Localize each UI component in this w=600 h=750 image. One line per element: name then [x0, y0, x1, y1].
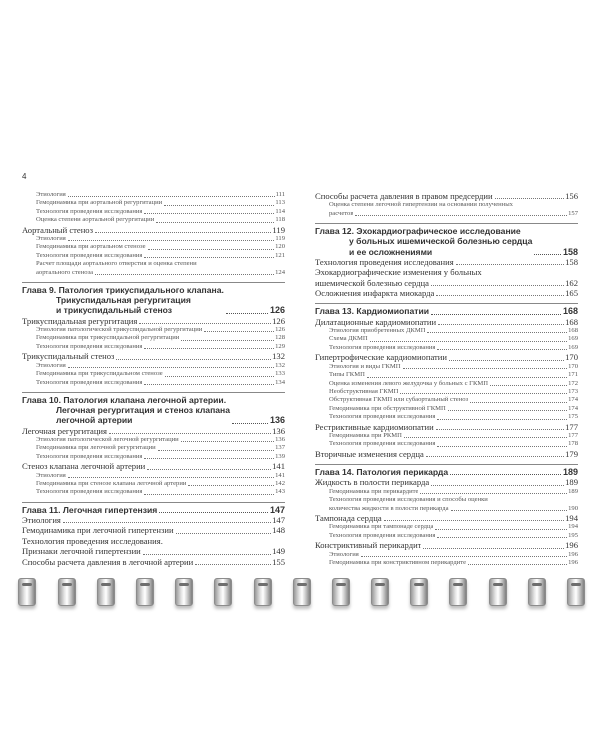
entry-page-number: 128 — [275, 334, 285, 342]
toc-section-entry[interactable] — [315, 513, 578, 523]
dot-leader — [204, 331, 274, 332]
toc-section-entry[interactable] — [315, 191, 578, 201]
dot-leader — [156, 222, 274, 223]
dot-leader — [436, 295, 564, 296]
toc-subsection-entry[interactable] — [315, 388, 578, 396]
chapter-title-line: и ее осложнениями — [349, 246, 433, 257]
dot-leader — [139, 323, 271, 324]
binding-ring — [97, 578, 115, 606]
dot-leader — [144, 384, 274, 385]
dot-leader — [426, 456, 564, 457]
toc-subsection-entry[interactable] — [22, 216, 285, 224]
chapter-heading[interactable] — [22, 282, 285, 316]
dot-leader — [144, 348, 274, 349]
dot-leader — [534, 254, 561, 255]
entry-title: Этиология — [36, 235, 66, 243]
entry-title: Способы расчета давления в легочной артерии — [22, 556, 194, 567]
toc-subsection-entry[interactable] — [315, 210, 578, 218]
entry-title: ишемической болезнью сердца — [315, 277, 429, 288]
entry-title: Тампонада сердца — [315, 512, 382, 523]
toc-subsection-entry[interactable] — [22, 444, 285, 452]
entry-page-number: 174 — [568, 396, 578, 404]
entry-page-number: 141 — [275, 471, 285, 479]
toc-section-entry[interactable] — [315, 352, 578, 362]
toc-section-entry[interactable] — [315, 278, 578, 288]
toc-subsection-entry[interactable] — [315, 335, 578, 343]
toc-section-entry[interactable] — [22, 461, 285, 471]
toc-section-entry[interactable] — [315, 422, 578, 432]
entry-title: Гемодинамика при констриктивном перикардите — [329, 559, 467, 567]
toc-subsection-entry[interactable] — [22, 488, 285, 496]
entry-page-number: 120 — [275, 243, 285, 251]
entry-page-number: 156 — [565, 191, 578, 201]
entry-title: Гемодинамика при тампонаде сердца — [329, 523, 434, 531]
toc-subsection-entry[interactable] — [315, 371, 578, 379]
entry-title: Признаки легочной гипертензии — [22, 546, 141, 557]
toc-subsection-entry[interactable] — [22, 334, 285, 342]
dot-leader — [449, 360, 564, 361]
chapter-title-line: Трикуспидальная регургитация — [56, 295, 191, 306]
chapter-heading[interactable] — [315, 303, 578, 316]
toc-subsection-entry[interactable] — [315, 488, 578, 496]
entry-title: Технология проведения исследования — [36, 342, 143, 350]
dot-leader — [68, 240, 275, 241]
toc-section-entry[interactable] — [22, 546, 285, 556]
entry-title: Гемодинамика при легочной гипертензии — [22, 525, 174, 536]
binding-ring — [528, 578, 546, 606]
entry-title: количества жидкости в полости перикарда — [329, 504, 449, 512]
entry-title: Вторичные изменения сердца — [315, 448, 424, 459]
entry-page-number: 111 — [275, 191, 285, 198]
entry-page-number: 168 — [565, 316, 578, 327]
toc-section-entry[interactable] — [315, 257, 578, 267]
entry-title: Оценка изменения левого желудочка у больных с ГКМП — [329, 379, 488, 387]
chapter-heading[interactable] — [22, 392, 285, 426]
toc-section-entry[interactable] — [315, 267, 578, 277]
dot-leader — [232, 423, 268, 424]
entry-title: Жидкость в полости перикарда — [315, 477, 430, 488]
entry-page-number: 174 — [568, 404, 578, 412]
entry-page-number: 162 — [565, 277, 578, 288]
entry-page-number: 121 — [275, 251, 285, 259]
entry-page-number: 124 — [275, 268, 285, 276]
chapter-title-line: Легочная регургитация и стеноз клапана — [56, 405, 231, 416]
entry-title: Этиология — [36, 191, 66, 198]
toc-section-entry[interactable] — [315, 317, 578, 327]
toc-subsection-entry[interactable] — [22, 243, 285, 251]
entry-page-number: 177 — [568, 431, 578, 439]
entry-title: Этиология — [329, 550, 359, 558]
dot-leader — [144, 257, 274, 258]
entry-page-number: 178 — [568, 440, 578, 448]
dot-leader — [450, 474, 561, 475]
entry-page-number: 168 — [568, 327, 578, 335]
toc-section-entry[interactable] — [315, 540, 578, 550]
entry-page-number: 196 — [568, 550, 578, 558]
binding-ring — [254, 578, 272, 606]
entry-page-number: 172 — [568, 379, 578, 387]
entry-title: Аортальный стеноз — [22, 224, 94, 235]
entry-title: Трикуспидальный стеноз — [22, 351, 115, 362]
chapter-page-number: 126 — [269, 305, 285, 316]
entry-title: Гемодинамика при аортальной регургитации — [36, 199, 163, 207]
dot-leader — [144, 213, 274, 214]
entry-page-number: 118 — [275, 216, 285, 224]
toc-subsection-entry[interactable] — [22, 370, 285, 378]
dot-leader — [423, 548, 564, 549]
entry-title: аортального стеноза — [36, 268, 94, 276]
entry-title: Этиология приобретенных ДКМП — [329, 327, 426, 335]
entry-page-number: 134 — [275, 378, 285, 386]
binding-ring — [449, 578, 467, 606]
entry-page-number: 190 — [568, 504, 578, 512]
entry-title: Оценка степени легочной гипертензии на основании полученных — [329, 201, 513, 209]
entry-page-number: 165 — [565, 288, 578, 299]
dot-leader — [456, 264, 564, 265]
dot-leader — [438, 324, 564, 325]
dot-leader — [159, 512, 268, 513]
binding-ring — [410, 578, 428, 606]
dot-leader — [144, 458, 274, 459]
dot-leader — [68, 196, 275, 197]
entry-page-number: 179 — [565, 448, 578, 459]
page-number: 4 — [22, 172, 27, 181]
entry-title: Технология проведения исследования — [329, 343, 436, 351]
toc-right-column — [315, 191, 578, 567]
toc-subsection-entry[interactable] — [22, 269, 285, 277]
entry-page-number: 136 — [272, 425, 285, 436]
entry-title: Технология проведения исследования — [36, 251, 143, 259]
entry-title: Рестриктивные кардиомиопатии — [315, 421, 434, 432]
dot-leader — [164, 205, 274, 206]
binding-ring — [371, 578, 389, 606]
entry-title: Этиология — [36, 471, 66, 479]
toc-left-column — [22, 191, 285, 567]
entry-page-number: 149 — [272, 546, 285, 557]
entry-page-number: 175 — [568, 413, 578, 421]
dot-leader — [431, 314, 561, 315]
binding-ring — [18, 578, 36, 606]
toc-section-entry[interactable] — [22, 351, 285, 361]
toc-section-entry[interactable] — [22, 426, 285, 436]
dot-leader — [404, 437, 567, 438]
toc-section-entry[interactable] — [22, 515, 285, 525]
toc-subsection-entry[interactable] — [22, 480, 285, 488]
entry-title: Технология проведения исследования — [329, 413, 436, 421]
entry-page-number: 133 — [275, 370, 285, 378]
entry-page-number: 143 — [275, 488, 285, 496]
entry-title: Гемодинамика при РКМП — [329, 431, 402, 439]
entry-page-number: 194 — [568, 523, 578, 531]
toc-subsection-entry[interactable] — [315, 344, 578, 352]
dot-leader — [176, 533, 271, 534]
entry-page-number: 196 — [565, 540, 578, 551]
toc-section-entry[interactable] — [22, 225, 285, 235]
chapter-page-number: 189 — [562, 467, 578, 478]
dot-leader — [181, 441, 274, 442]
dot-leader — [95, 274, 274, 275]
entry-title: Этиология — [36, 361, 66, 369]
dot-leader — [367, 377, 567, 378]
toc-subsection-entry[interactable] — [315, 201, 578, 209]
toc-subsection-entry[interactable] — [22, 191, 285, 199]
entry-title: Констриктивный перикардит — [315, 540, 422, 551]
binding-ring — [58, 578, 76, 606]
dot-leader — [158, 450, 274, 451]
binding-ring — [567, 578, 585, 606]
chapter-page-number: 168 — [562, 306, 578, 317]
entry-title: Гипертрофические кардиомиопатии — [315, 352, 447, 363]
entry-title: Этиология — [22, 514, 61, 525]
entry-page-number: 189 — [565, 477, 578, 488]
entry-page-number: 155 — [272, 556, 285, 567]
entry-title: Технология проведения исследования — [329, 440, 436, 448]
entry-page-number: 113 — [275, 199, 285, 207]
entry-page-number: 157 — [568, 209, 578, 217]
entry-title: расчетов — [329, 209, 354, 217]
entry-title: Гемодинамика при стенозе клапана легочной артерии — [36, 479, 187, 487]
binding-ring — [489, 578, 507, 606]
entry-page-number: 147 — [272, 514, 285, 525]
toc-section-entry[interactable] — [22, 525, 285, 535]
dot-leader — [495, 198, 565, 199]
toc-subsection-entry[interactable] — [315, 532, 578, 540]
entry-title: Обструктивная ГКМП или субаортальный стеноз — [329, 396, 469, 404]
toc-subsection-entry[interactable] — [315, 380, 578, 388]
toc-section-entry[interactable] — [315, 477, 578, 487]
entry-title: Технология проведения исследования — [36, 378, 143, 386]
toc-subsection-entry[interactable] — [315, 523, 578, 531]
entry-page-number: 196 — [568, 559, 578, 567]
entry-page-number: 137 — [275, 444, 285, 452]
dot-leader — [427, 332, 567, 333]
entry-page-number: 119 — [272, 224, 285, 235]
dot-leader — [384, 520, 564, 521]
toc-subsection-entry[interactable] — [22, 362, 285, 370]
entry-title: Стеноз клапана легочной артерии — [22, 461, 146, 472]
dot-leader — [431, 485, 564, 486]
toc-subsection-entry[interactable] — [315, 363, 578, 371]
dot-leader — [95, 232, 271, 233]
entry-page-number: 158 — [565, 256, 578, 267]
entry-page-number: 129 — [275, 342, 285, 350]
toc-subsection-entry[interactable] — [315, 413, 578, 421]
toc-subsection-entry[interactable] — [315, 440, 578, 448]
chapter-title-line: Глава 10. Патология клапана легочной артерии. — [22, 394, 227, 405]
entry-page-number: 173 — [568, 387, 578, 395]
entry-page-number: 195 — [568, 531, 578, 539]
entry-title: Гемодинамика при перикардите — [329, 487, 419, 495]
entry-title: Технология проведения исследования — [329, 531, 436, 539]
dot-leader — [437, 419, 567, 420]
dot-leader — [448, 410, 567, 411]
chapter-title-line: Глава 14. Патология перикарда — [315, 467, 449, 478]
toc-subsection-entry[interactable] — [315, 505, 578, 513]
chapter-title-line: и трикуспидальный стеноз — [56, 305, 173, 316]
toc-subsection-entry[interactable] — [22, 260, 285, 268]
dot-leader — [437, 537, 567, 538]
dot-leader — [165, 376, 274, 377]
dot-leader — [436, 429, 564, 430]
entry-title: Способы расчета давления в правом предсердии — [315, 191, 493, 201]
dot-leader — [451, 510, 568, 511]
chapter-title-line: Глава 13. Кардиомиопатии — [315, 306, 430, 317]
binding-ring — [136, 578, 154, 606]
dot-leader — [403, 368, 568, 369]
chapter-title-line: Глава 12. Эхокардиографическое исследование — [315, 226, 521, 237]
spiral-binding — [0, 568, 600, 618]
entry-title: Дилатационные кардиомиопатии — [315, 316, 437, 327]
dot-leader — [400, 393, 567, 394]
entry-page-number: 142 — [275, 479, 285, 487]
toc-subsection-entry[interactable] — [315, 432, 578, 440]
toc-subsection-entry[interactable] — [22, 436, 285, 444]
dot-leader — [116, 359, 271, 360]
toc-section-entry[interactable] — [22, 536, 285, 546]
dot-leader — [68, 477, 274, 478]
chapter-page-number: 147 — [269, 504, 285, 515]
toc-subsection-entry[interactable] — [315, 396, 578, 404]
entry-title: Гемодинамика при аортальном стенозе — [36, 243, 146, 251]
toc-subsection-entry[interactable] — [315, 405, 578, 413]
dot-leader — [361, 556, 567, 557]
dot-leader — [437, 446, 567, 447]
entry-title: Технология проведения исследования — [36, 452, 143, 460]
binding-ring — [332, 578, 350, 606]
dot-leader — [355, 215, 567, 216]
entry-title: Технология проведения исследования — [36, 207, 143, 215]
entry-page-number: 119 — [275, 235, 285, 243]
entry-page-number: 136 — [275, 435, 285, 443]
entry-page-number: 139 — [275, 452, 285, 460]
chapter-title-line: легочной артерии — [56, 415, 133, 426]
dot-leader — [195, 564, 271, 565]
entry-title: Расчет площади аортального отверстия и оценка степени — [36, 260, 197, 268]
toc-subsection-entry[interactable] — [22, 343, 285, 351]
dot-leader — [144, 494, 274, 495]
entry-title: Технология проведения исследования. — [22, 535, 163, 546]
entry-page-number: 177 — [565, 421, 578, 432]
dot-leader — [470, 402, 567, 403]
toc-subsection-entry[interactable] — [315, 559, 578, 567]
dot-leader — [68, 367, 274, 368]
toc-subsection-entry[interactable] — [22, 252, 285, 260]
entry-page-number: 141 — [272, 461, 285, 472]
entry-title: Технология проведения исследования — [315, 256, 454, 267]
dot-leader — [490, 385, 567, 386]
toc-subsection-entry[interactable] — [22, 208, 285, 216]
entry-page-number: 132 — [272, 351, 285, 362]
entry-title: Осложнения инфаркта миокарда — [315, 288, 435, 299]
entry-title: Гемодинамика при трикуспидальной регургитации — [36, 334, 180, 342]
entry-title: Типы ГКМП — [329, 371, 365, 379]
dot-leader — [63, 522, 271, 523]
chapter-heading[interactable] — [315, 223, 578, 257]
toc-subsection-entry[interactable] — [315, 496, 578, 504]
entry-title: Гемодинамика при трикуспидальном стенозе — [36, 370, 163, 378]
entry-page-number: 132 — [275, 361, 285, 369]
entry-title: Этиология патологической легочной регургитации — [36, 435, 179, 443]
toc-subsection-entry[interactable] — [22, 199, 285, 207]
entry-page-number: 169 — [568, 343, 578, 351]
chapter-page-number: 158 — [562, 246, 578, 257]
toc-subsection-entry[interactable] — [22, 453, 285, 461]
toc-subsection-entry[interactable] — [22, 379, 285, 387]
entry-title: Гемодинамика при обструктивной ГКМП — [329, 404, 446, 412]
binding-ring — [293, 578, 311, 606]
entry-page-number: 194 — [565, 512, 578, 523]
dot-leader — [147, 469, 271, 470]
toc-subsection-entry[interactable] — [22, 472, 285, 480]
dot-leader — [431, 285, 564, 286]
entry-title: Технология проведения исследования — [36, 488, 143, 496]
entry-title: Схема ДКМП — [329, 335, 368, 343]
entry-page-number: 171 — [568, 371, 578, 379]
toc-subsection-entry[interactable] — [22, 235, 285, 243]
dot-leader — [188, 485, 274, 486]
dot-leader — [181, 340, 274, 341]
dot-leader — [420, 493, 567, 494]
binding-ring — [175, 578, 193, 606]
toc-section-entry[interactable] — [22, 316, 285, 326]
entry-title: Гемодинамика при легочной регургитации — [36, 444, 156, 452]
entry-title: Эхокардиографические изменения у больных — [315, 267, 482, 278]
chapter-heading[interactable] — [22, 502, 285, 515]
chapter-page-number: 136 — [269, 415, 285, 426]
entry-title: Этиология патологической трикуспидальной регургитации — [36, 326, 203, 334]
toc-subsection-entry[interactable] — [315, 551, 578, 559]
entry-page-number: 169 — [568, 335, 578, 343]
entry-page-number: 189 — [568, 487, 578, 495]
dot-leader — [109, 433, 271, 434]
entry-title: Оценка степени аортальной регургитации — [36, 216, 155, 224]
entry-title: Необструктивная ГКМП — [329, 387, 399, 395]
entry-title: Технология проведения исследования и способы оценки — [329, 496, 488, 504]
entry-title: Легочная регургитация — [22, 425, 107, 436]
toc-subsection-entry[interactable] — [22, 326, 285, 334]
toc-section-entry[interactable] — [22, 557, 285, 567]
dot-leader — [437, 349, 567, 350]
entry-page-number: 148 — [272, 525, 285, 536]
toc-subsection-entry[interactable] — [315, 327, 578, 335]
dot-leader — [148, 249, 275, 250]
chapter-title-line: Глава 11. Легочная гипертензия — [22, 504, 158, 515]
entry-page-number: 126 — [275, 326, 285, 334]
chapter-heading[interactable] — [315, 464, 578, 477]
entry-title: Этиология и виды ГКМП — [329, 362, 401, 370]
toc-section-entry[interactable] — [315, 449, 578, 459]
dot-leader — [435, 529, 567, 530]
chapter-title-line: Глава 9. Патология трикуспидального клапана. — [22, 285, 224, 296]
dot-leader — [143, 554, 271, 555]
chapter-title-line: у больных ишемической болезнью сердца — [349, 236, 533, 247]
binding-ring — [214, 578, 232, 606]
entry-page-number: 114 — [275, 207, 285, 215]
entry-page-number: 126 — [272, 315, 285, 326]
entry-page-number: 170 — [568, 362, 578, 370]
entry-title: Трикуспидальная регургитация — [22, 315, 138, 326]
dot-leader — [468, 564, 567, 565]
dot-leader — [370, 341, 567, 342]
dot-leader — [226, 313, 268, 314]
toc-section-entry[interactable] — [315, 288, 578, 298]
entry-page-number: 170 — [565, 352, 578, 363]
